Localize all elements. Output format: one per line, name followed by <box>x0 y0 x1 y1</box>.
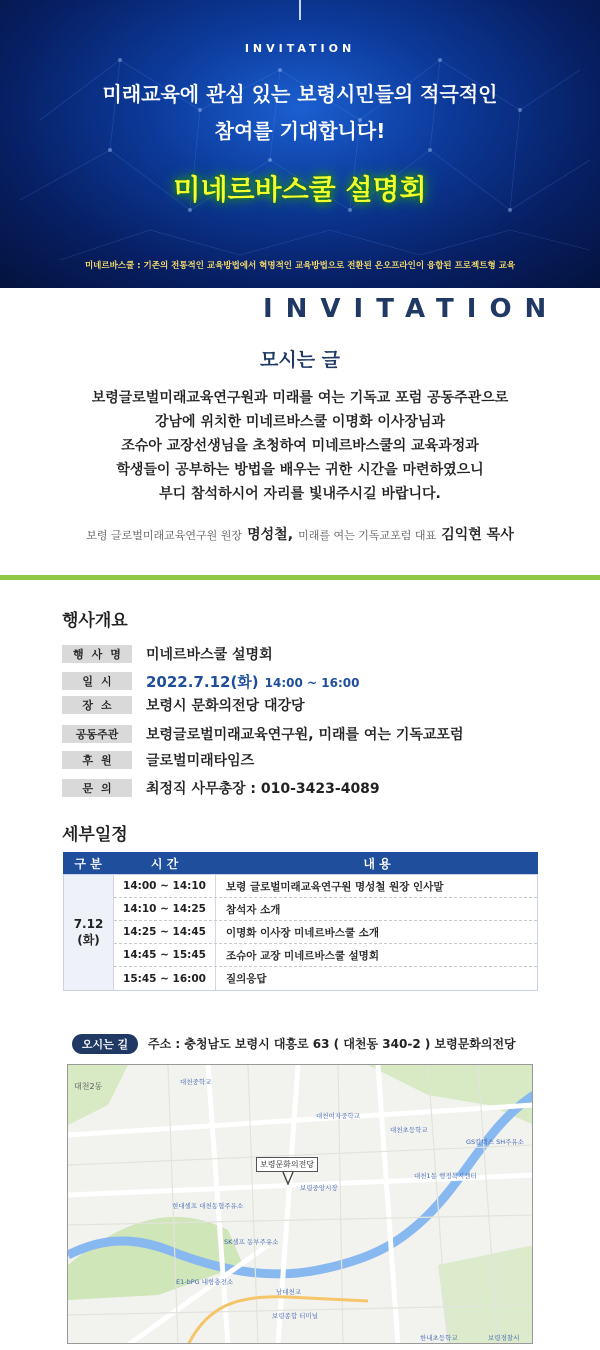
overview-label: 문의 <box>62 779 132 797</box>
overview-title: 행사개요 <box>62 611 128 631</box>
hero-banner <box>0 0 600 288</box>
schedule-row <box>114 944 537 967</box>
map-label: 보령중앙시장 <box>300 1184 338 1192</box>
map-park-area <box>68 1217 243 1300</box>
overview-value: 보령시 문화의전당 대강당 <box>146 698 305 714</box>
location-map[interactable] <box>67 1064 533 1344</box>
overview-row-venue <box>62 695 305 715</box>
overview-value: 보령글로벌미래교육연구원, 미래를 여는 기독교포럼 <box>146 727 464 743</box>
schedule-time: 14:00 ~ 14:10 <box>114 875 216 897</box>
schedule-desc: 질의응답 <box>226 973 267 985</box>
overview-label: 행사명 <box>62 645 132 663</box>
schedule-rows <box>114 875 537 990</box>
banner-footnote: 미네르바스쿨 : 기존의 전통적인 교육방법에서 혁명적인 교육방법으로 전환된 온오프라인이 융합된 프로젝트형 교육 <box>84 261 516 271</box>
signature <box>0 524 600 544</box>
overview-label: 일시 <box>62 672 132 690</box>
map-label: 대천1동 행정복지센터 <box>414 1172 477 1180</box>
map-label: 대천2동 <box>74 1082 103 1091</box>
greeting-body <box>0 386 600 506</box>
signature-name1: 명성철, <box>247 527 294 543</box>
schedule-title: 세부일정 <box>62 825 128 845</box>
map-label: 보령경찰서 <box>488 1334 520 1342</box>
map-label: 현대셀프 대천동협주유소 <box>172 1202 244 1210</box>
schedule-desc: 참석자 소개 <box>226 903 281 916</box>
overview-value <box>146 671 359 692</box>
overview-row-event <box>62 644 273 664</box>
invitation-label: INVITATION <box>263 294 560 324</box>
schedule-time: 14:10 ~ 14:25 <box>114 898 216 920</box>
map-label: 대천중학교 <box>180 1078 212 1086</box>
overview-label: 후원 <box>62 751 132 769</box>
map-graphic <box>68 1065 533 1344</box>
overview-row-contact <box>62 778 380 798</box>
schedule-row <box>114 898 537 921</box>
greeting-line: 보령글로벌미래교육연구원과 미래를 여는 기독교 포럼 공동주관으로 <box>91 390 509 406</box>
schedule-row <box>114 921 537 944</box>
banner-headline-line2: 참여를 기대합니다! <box>214 119 386 143</box>
schedule-row <box>114 875 537 898</box>
schedule-desc: 보령 글로벌미래교육연구원 명성철 원장 인사말 <box>226 880 444 893</box>
map-label: E1-bPG 내항충전소 <box>176 1278 234 1286</box>
signature-org2: 미래를 여는 기독교포럼 대표 <box>298 529 437 542</box>
map-label: 대천초등학교 <box>390 1126 428 1134</box>
map-park-area <box>68 1065 128 1125</box>
overview-value: 최정직 사무총장 : 010-3423-4089 <box>146 781 380 797</box>
map-park-area <box>438 1245 533 1344</box>
map-label: SK셀프 동부주유소 <box>224 1238 279 1246</box>
map-label: 한내초등학교 <box>420 1334 458 1342</box>
overview-value: 미네르바스쿨 설명회 <box>146 647 273 663</box>
schedule-header-time: 시 간 <box>150 856 179 871</box>
map-label: 대천여자중학교 <box>316 1112 360 1120</box>
overview-row-datetime <box>62 671 359 691</box>
map-label: 남대천교 <box>276 1288 302 1296</box>
overview-label: 장소 <box>62 696 132 714</box>
schedule-body <box>63 874 538 991</box>
schedule-table <box>63 852 538 991</box>
greeting-line: 조슈아 교장선생님을 초청하여 미네르바스쿨의 교육과정과 <box>121 438 479 454</box>
banner-top-line <box>299 0 301 20</box>
overview-row-host <box>62 724 463 744</box>
schedule-desc: 이명화 이사장 미네르바스쿨 소개 <box>226 926 379 939</box>
map-pin-marker-icon <box>282 1171 294 1185</box>
schedule-date-weekday: (화) <box>77 933 100 947</box>
schedule-header-division: 구 분 <box>74 856 102 871</box>
section-divider <box>0 575 600 580</box>
overview-row-sponsor <box>62 750 254 770</box>
schedule-time: 14:45 ~ 15:45 <box>114 944 216 966</box>
greeting-line: 학생들이 공부하는 방법을 배우는 귀한 시간을 마련하였으니 <box>116 462 484 478</box>
signature-org1: 보령 글로벌미래교육연구원 원장 <box>86 529 243 542</box>
schedule-row <box>114 967 537 990</box>
venue-map-pin[interactable]: 보령문화의전당 <box>256 1157 318 1172</box>
address-text: 주소 : 충청남도 보령시 대흥로 63 ( 대천동 340-2 ) 보령문화의전당 <box>148 1037 516 1051</box>
overview-label: 공동주관 <box>62 725 132 743</box>
signature-name2: 김익현 목사 <box>441 527 514 543</box>
greeting-title: 모시는 글 <box>259 349 341 371</box>
banner-overline: INVITATION <box>244 42 356 55</box>
overview-value: 글로벌미래타임즈 <box>146 753 255 769</box>
event-time: 14:00 ~ 16:00 <box>264 675 360 690</box>
greeting-line: 강남에 위치한 미네르바스쿨 이명화 이사장님과 <box>155 414 445 430</box>
banner-title: 미네르바스쿨 설명회 <box>173 173 427 206</box>
schedule-time: 15:45 ~ 16:00 <box>114 967 216 990</box>
schedule-date-day: 7.12 <box>73 917 104 931</box>
greeting-line: 부디 참석하시어 자리를 빛내주시길 바랍니다. <box>159 486 441 502</box>
schedule-header <box>63 852 538 874</box>
schedule-header-content: 내 용 <box>363 856 391 871</box>
event-date: 2022.7.12(화) <box>146 672 259 691</box>
schedule-desc: 조슈아 교장 미네르바스쿨 설명회 <box>226 949 379 962</box>
banner-headline-line1: 미래교육에 관심 있는 보령시민들의 적극적인 <box>102 82 498 106</box>
directions-badge: 오시는 길 <box>72 1034 138 1054</box>
map-label: 보령종합 터미널 <box>272 1312 319 1320</box>
schedule-date <box>64 875 114 990</box>
schedule-time: 14:25 ~ 14:45 <box>114 921 216 943</box>
map-label: GS칼텍스 SH주유소 <box>466 1138 524 1146</box>
